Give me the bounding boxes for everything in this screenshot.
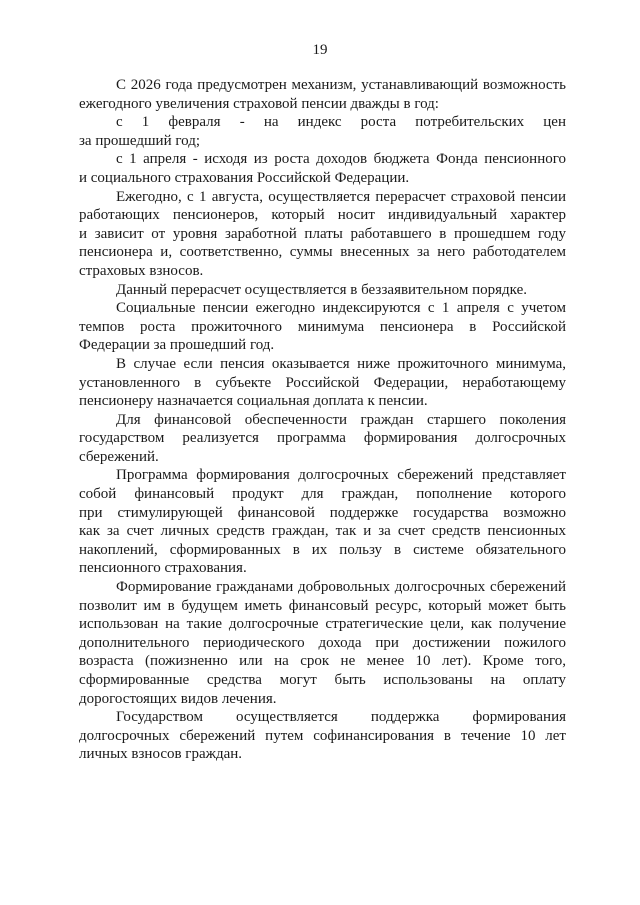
text-line: Социальные пенсии ежегодно индексируются с 1 апреля с учетом [116,300,566,317]
text-line: дополнительного периодического дохода при достижении пожилого [79,634,566,651]
text-line: С 2026 года предусмотрен механизм, устанавливающий возможность [116,77,566,93]
text-line: Ежегодно, с 1 августа, осуществляется перерасчет страховой пенсии [116,188,566,205]
text-line: долгосрочных сбережений путем софинансирования в течение 10 лет [79,727,566,744]
text-line: позволит им в будущем иметь финансовый ресурс, который может быть [79,597,566,614]
text-line: пенсионера и, соответственно, суммы внесенных за него работодателем [79,244,566,261]
paragraph [79,578,566,708]
document-body [79,76,566,764]
text-line: сформированные средства могут быть использованы на оплату [79,672,566,688]
text-line: использован на такие долгосрочные стратегические цели, как получение [79,616,566,633]
text-line: пенсионного страхования. [79,560,247,577]
text-line: с 1 февраля - на индекс роста потребительских цен [116,114,566,131]
text-line: ежегодного увеличения страховой пенсии дважды в год: [79,95,439,112]
text-line: Государством осуществляется поддержка формирования [116,709,566,726]
paragraph [79,150,566,187]
text-line: возраста (пожизненно или на срок не менее 10 лет). Кроме того, [79,653,566,670]
paragraph [79,708,566,764]
paragraph [79,76,566,113]
text-line: Федерации за прошедший год. [79,337,275,354]
text-line: Данный перерасчет осуществляется в беззаявительном порядке. [116,281,527,298]
text-line: работающих пенсионеров, который носит индивидуальный характер [79,207,566,224]
paragraph [79,466,566,578]
text-line: и зависит от уровня заработной платы работавшего в прошедшем году [79,225,566,242]
text-line: сбережений. [79,448,159,465]
paragraph [79,299,566,355]
text-line: Для финансовой обеспеченности граждан старшего поколения [116,411,566,428]
text-line: установленного в субъекте Российской Федерации, неработающему [79,374,566,391]
paragraph [79,113,566,150]
text-line: как за счет личных средств граждан, так и за счет средств пенсионных [79,523,566,540]
text-line: Формирование гражданами добровольных долгосрочных сбережений [116,579,566,596]
text-line: за прошедший год; [79,132,201,149]
text-line: темпов роста прожиточного минимума пенсионера в Российской [79,318,566,335]
paragraph [79,411,566,467]
text-line: пенсионеру назначается социальная доплата к пенсии. [79,393,428,410]
text-line: и социального страхования Российской Федерации. [79,169,410,186]
text-line: государством реализуется программа формирования долгосрочных [79,430,566,447]
text-line: при стимулирующей финансовой поддержке государства возможно [79,504,566,521]
text-line: Программа формирования долгосрочных сбережений представляет [116,467,566,484]
paragraph [79,281,566,300]
text-line: с 1 апреля - исходя из роста доходов бюджета Фонда пенсионного [116,151,566,168]
paragraph [79,188,566,281]
text-line: дорогостоящих видов лечения. [79,690,277,707]
page-number: 19 [312,42,328,58]
text-line: страховых взносов. [79,262,204,279]
paragraph [79,355,566,411]
text-line: В случае если пенсия оказывается ниже прожиточного минимума, [116,355,566,372]
text-line: собой финансовый продукт для граждан, пополнение которого [79,486,566,503]
text-line: личных взносов граждан. [79,746,243,763]
text-line: накоплений, сформированных в их пользу в системе обязательного [79,541,566,558]
